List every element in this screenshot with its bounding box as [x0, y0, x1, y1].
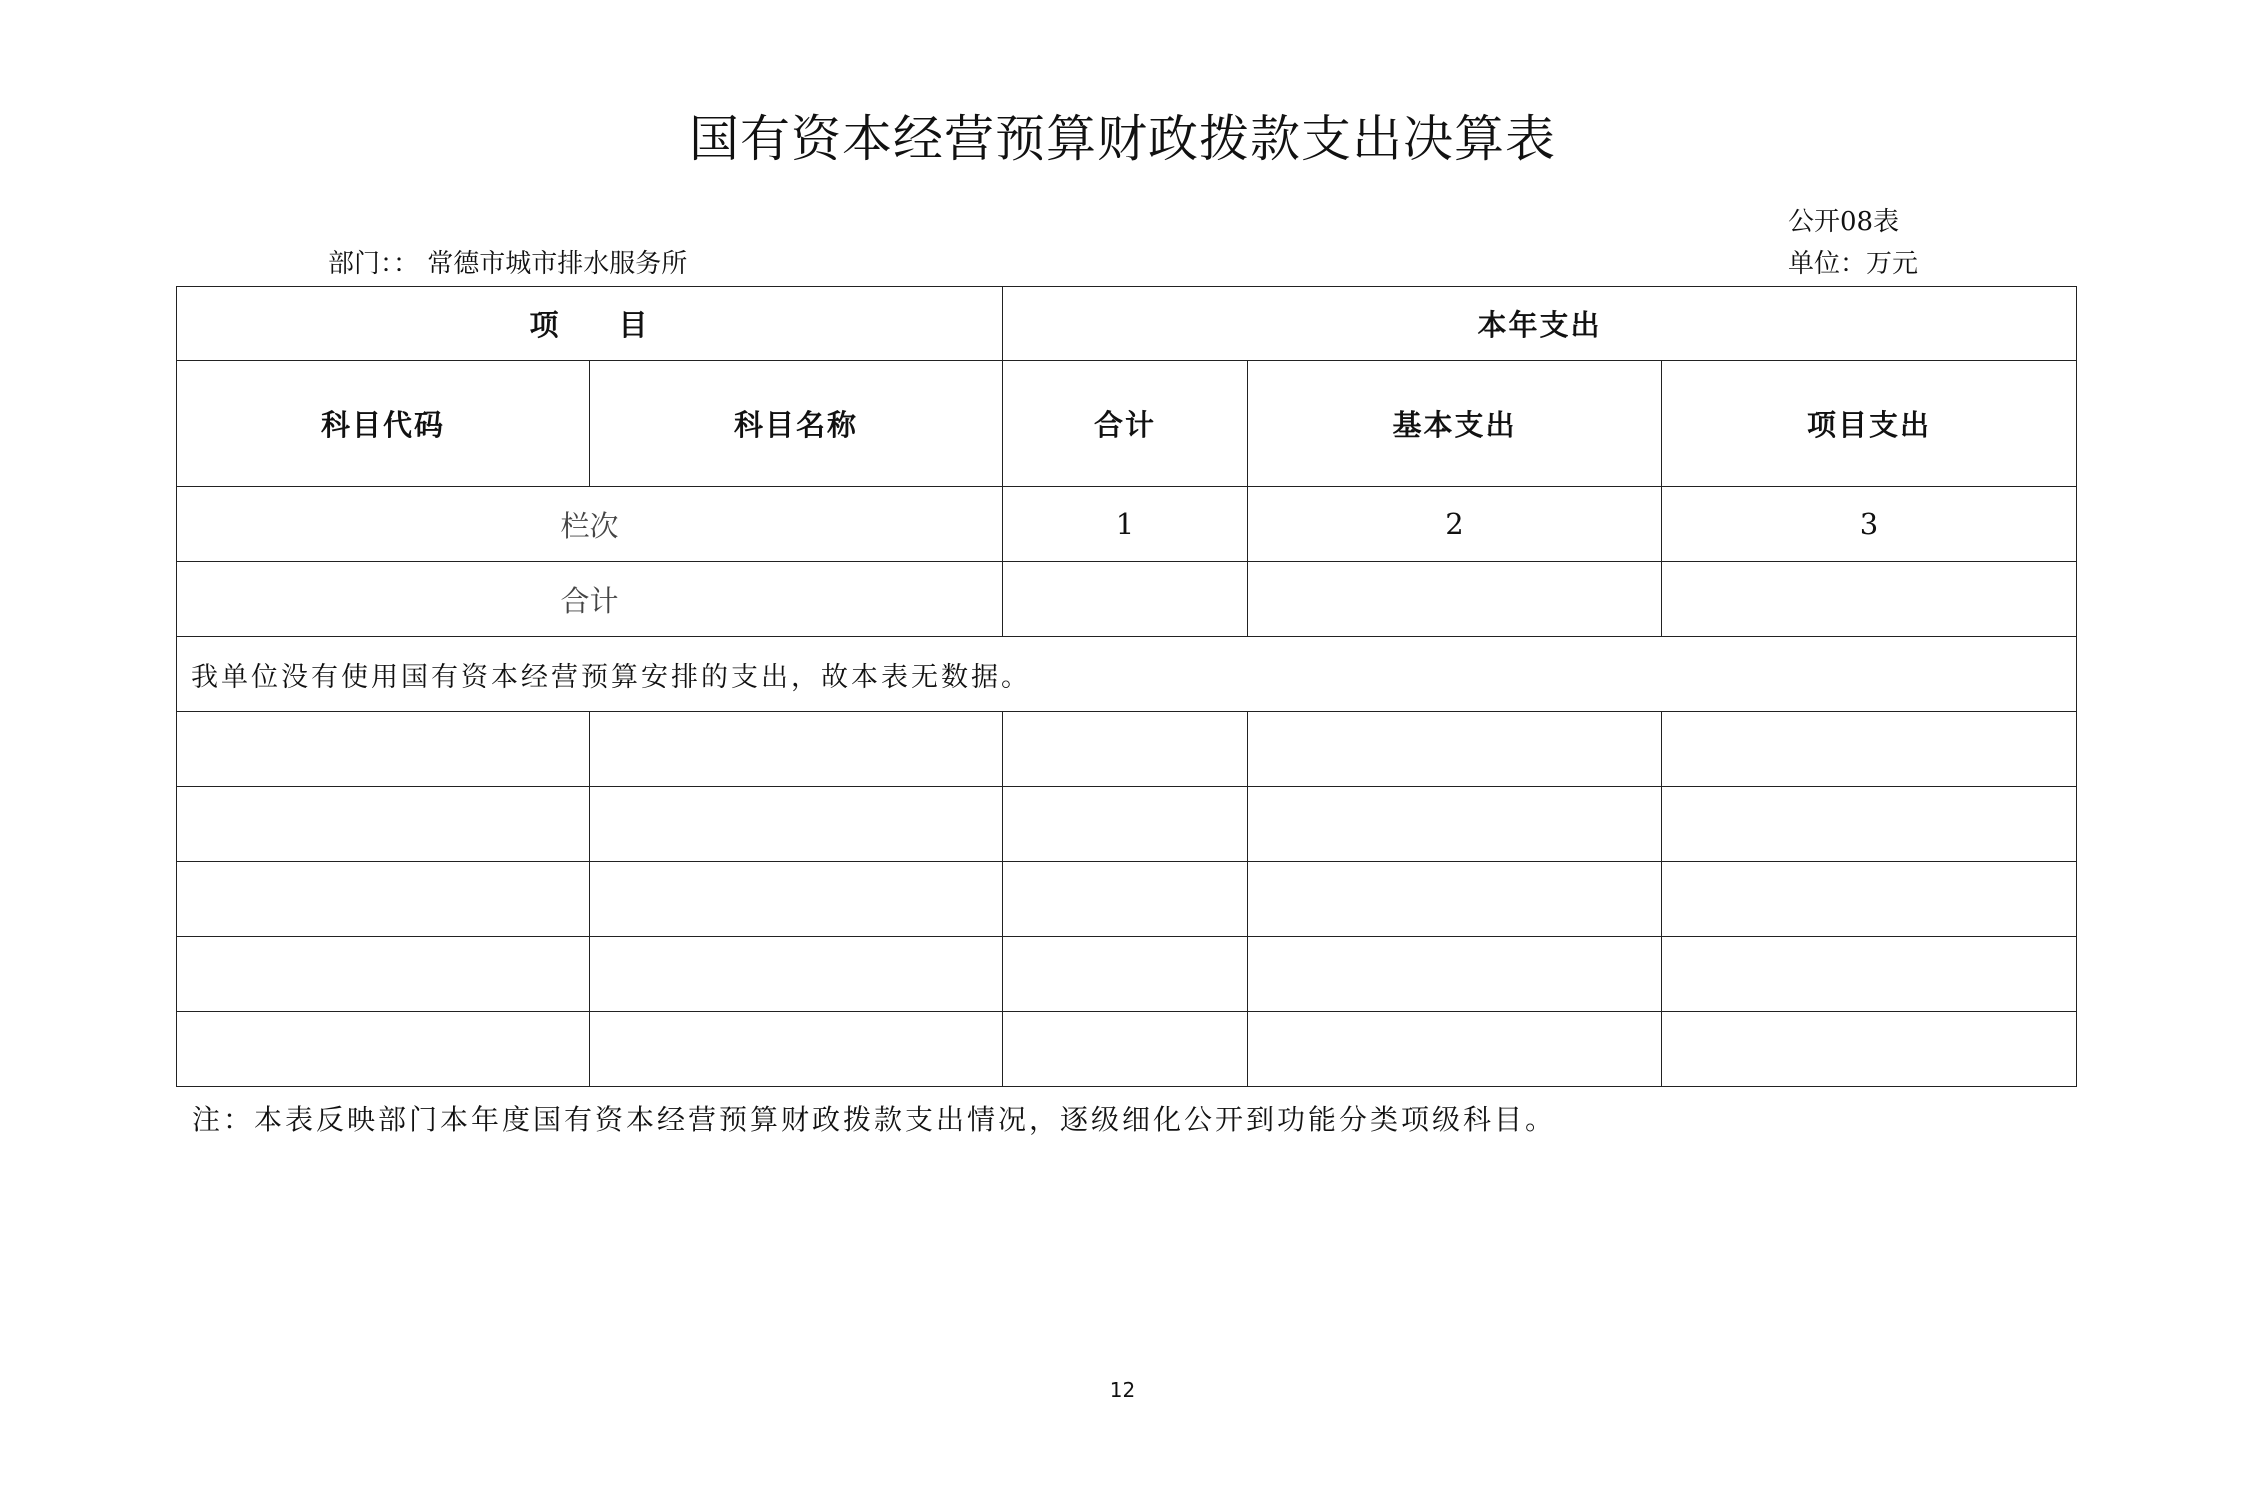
no-data-note: 我单位没有使用国有资本经营预算安排的支出，故本表无数据。 [177, 637, 2077, 712]
table-cell [1248, 937, 1662, 1012]
table-row [177, 712, 2077, 787]
department-line [328, 246, 687, 282]
index-label: 栏次 [177, 487, 1003, 562]
table-row [177, 937, 2077, 1012]
form-number: 公开08表 [1788, 207, 1900, 237]
index-value-3: 3 [1662, 487, 2077, 562]
table-cell [1248, 787, 1662, 862]
table-cell [1248, 862, 1662, 937]
table-row [177, 862, 2077, 937]
page-title: 国有资本经营预算财政拨款支出决算表 [689, 110, 1556, 168]
table-row [177, 1012, 2077, 1087]
note-row [177, 637, 2077, 712]
total-basic-value [1248, 562, 1662, 637]
table-row [177, 787, 2077, 862]
table-cell [590, 1012, 1003, 1087]
unit-label: 单位：万元 [1788, 249, 1919, 279]
table-cell [1003, 937, 1248, 1012]
table-cell [1662, 787, 2077, 862]
header-row-2 [177, 361, 2077, 487]
table-cell [590, 712, 1003, 787]
department-label: 部门：： [328, 249, 420, 279]
index-value-2: 2 [1248, 487, 1662, 562]
header-item-cell [177, 287, 1003, 361]
table-cell [1003, 787, 1248, 862]
table-cell [590, 937, 1003, 1012]
header-item-char-1: 项 [529, 308, 561, 342]
table-cell [1248, 712, 1662, 787]
total-row [177, 562, 2077, 637]
table-cell [1003, 862, 1248, 937]
table-cell [1003, 712, 1248, 787]
header-row-1 [177, 287, 2077, 361]
table-cell [177, 862, 590, 937]
col-header-total: 合计 [1003, 361, 1248, 487]
footnote: 注：本表反映部门本年度国有资本经营预算财政拨款支出情况，逐级细化公开到功能分类项级科目。 [192, 1103, 1557, 1136]
total-project-value [1662, 562, 2077, 637]
table-cell [177, 787, 590, 862]
col-header-code: 科目代码 [177, 361, 590, 487]
header-expense-cell: 本年支出 [1003, 287, 2077, 361]
department-name: 常德市城市排水服务所 [427, 249, 688, 279]
total-label: 合计 [177, 562, 1003, 637]
index-value-1: 1 [1003, 487, 1248, 562]
table-cell [1662, 1012, 2077, 1087]
table-cell [1248, 1012, 1662, 1087]
col-header-project: 项目支出 [1662, 361, 2077, 487]
col-header-name: 科目名称 [590, 361, 1003, 487]
total-value [1003, 562, 1248, 637]
table-cell [177, 712, 590, 787]
page-number: 12 [1109, 1378, 1136, 1402]
budget-table [176, 286, 2077, 1087]
header-item-char-2: 目 [618, 308, 650, 342]
table-cell [1662, 937, 2077, 1012]
index-row [177, 487, 2077, 562]
table-cell [590, 787, 1003, 862]
table-cell [1003, 1012, 1248, 1087]
table-cell [177, 1012, 590, 1087]
table-cell [1662, 862, 2077, 937]
table-cell [1662, 712, 2077, 787]
col-header-basic: 基本支出 [1248, 361, 1662, 487]
table-cell [590, 862, 1003, 937]
table-cell [177, 937, 590, 1012]
